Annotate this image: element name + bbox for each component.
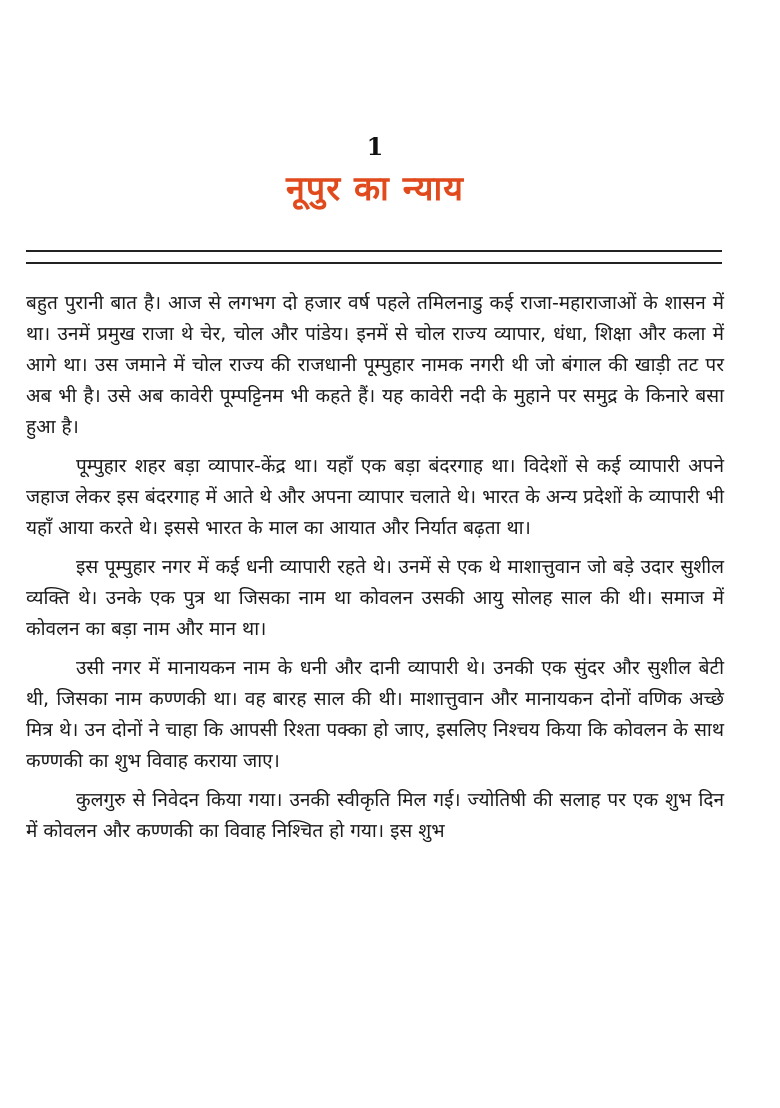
paragraph-1: बहुत पुरानी बात है। आज से लगभग दो हजार वर्ष पहले तमिलनाडु कई राजा-महाराजाओं के शासन में था। उनमें प्रमुख राजा थे चेर, चोल और पांडेय। इनमें से चोल राज्य व्यापार, धंधा, शिक्षा और कला में आगे था। उस जमाने में चोल राज्य की राजधानी पूम्पुहार नामक नगरी थी जो बंगाल की खाड़ी तट पर अब भी है। उसे अब कावेरी पूम्पट्टिनम भी कहते हैं। यह कावेरी नदी के मुहाने पर समुद्र के किनारे बसा हुआ है। bbox=[26, 292, 724, 438]
title-rule-bottom bbox=[26, 262, 722, 264]
paragraph-2: पूम्पुहार शहर बड़ा व्यापार-केंद्र था। यहाँ एक बड़ा बंदरगाह था। विदेशों से कई व्यापारी अपने जहाज लेकर इस बंदरगाह में आते थे और अपना व्यापार चलाते थे। भारत के अन्य प्रदेशों के व्यापारी भी यहाँ आया करते थे। इससे भारत के माल का आयात और निर्यात बढ़ता था। bbox=[26, 455, 724, 539]
paragraph-4: उसी नगर में मानायकन नाम के धनी और दानी व्यापारी थे। उनकी एक सुंदर और सुशील बेटी थी, जिसका नाम कण्णकी था। वह बारह साल की थी। माशात्तुवान और मानायकन दोनों वणिक अच्छे मित्र थे। उन दोनों ने चाहा कि आपसी रिश्ता पक्का हो जाए, इसलिए निश्चय किया कि कोवलन के साथ कण्णकी का शुभ विवाह कराया जाए। bbox=[26, 657, 724, 772]
chapter-body bbox=[26, 288, 724, 855]
chapter-number: 1 bbox=[366, 132, 384, 161]
paragraph-3: इस पूम्पुहार नगर में कई धनी व्यापारी रहते थे। उनमें से एक थे माशात्तुवान जो बड़े उदार सुशील व्यक्ति थे। उनके एक पुत्र था जिसका नाम था कोवलन उसकी आयु सोलह साल की थी। समाज में कोवलन का बड़ा नाम और मान था। bbox=[26, 556, 724, 640]
paragraph-5: कुलगुरु से निवेदन किया गया। उनकी स्वीकृति मिल गई। ज्योतिषी की सलाह पर एक शुभ दिन में कोवलन और कण्णकी का विवाह निश्चित हो गया। इस शुभ bbox=[26, 789, 724, 842]
title-rule-top bbox=[26, 250, 722, 252]
chapter-title: नूपुर का न्याय bbox=[286, 169, 464, 209]
